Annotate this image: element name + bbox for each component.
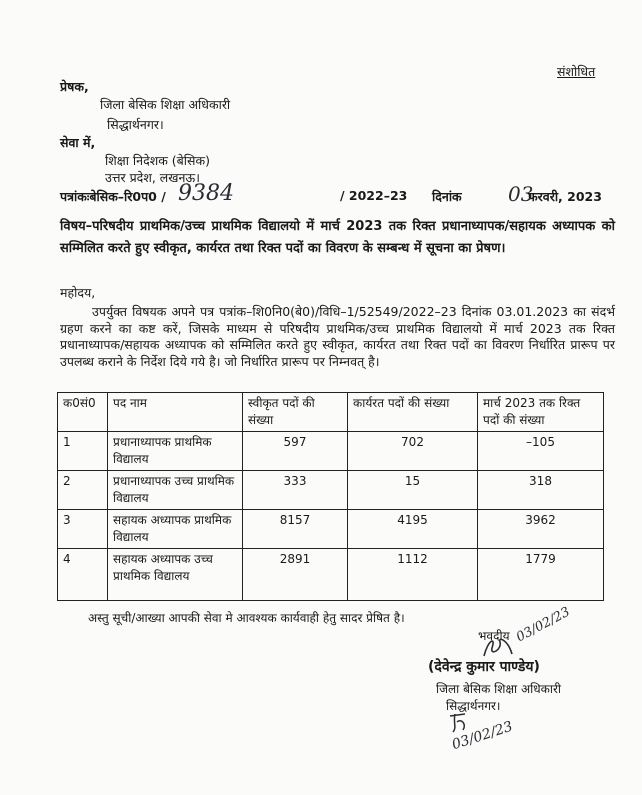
- officer-name: (देवेन्द्र कुमार पाण्डेय): [428, 659, 540, 675]
- header-post-name: पद नाम: [108, 393, 243, 432]
- cell-serial: 3: [58, 510, 108, 549]
- cell-post-name: प्रधानाध्यापक प्राथमिक विद्यालय: [108, 432, 243, 471]
- cell-vacant: –105: [478, 432, 604, 471]
- header-working: कार्यरत पदों की संख्या: [348, 393, 478, 432]
- recipient-heading: सेवा में,: [60, 135, 96, 150]
- sender-line-2: सिद्धार्थनगर।: [107, 117, 164, 132]
- handwritten-sign-date-2: 03/02/23: [450, 718, 515, 754]
- cell-working: 1112: [348, 549, 478, 601]
- table-row: [58, 432, 604, 471]
- cell-sanctioned: 2891: [243, 549, 348, 601]
- cell-working: 15: [348, 471, 478, 510]
- reference-year: / 2022–23: [340, 188, 408, 203]
- header-serial: क0सं0: [58, 393, 108, 432]
- recipient-line-1: शिक्षा निदेशक (बेसिक): [105, 153, 210, 168]
- cell-working: 4195: [348, 510, 478, 549]
- cell-vacant: 318: [478, 471, 604, 510]
- vacancy-table: [57, 392, 604, 601]
- cell-sanctioned: 8157: [243, 510, 348, 549]
- recipient-line-2: उत्तर प्रदेश, लखनऊ।: [105, 170, 200, 185]
- header-vacant: मार्च 2023 तक रिक्त पदों की संख्या: [478, 393, 604, 432]
- subject: विषय–परिषदीय प्राथमिक/उच्च प्राथमिक विद्यालयो में मार्च 2023 तक रिक्त प्रधानाध्यापक/सहायक अध्यापक को सम्मिलित करते हुए स्वीकृत, कार्यरत तथा रिक्त पदों का विवरण के सम्बन्ध में सूचना का प्रेषण।: [60, 219, 615, 256]
- cell-serial: 4: [58, 549, 108, 601]
- cell-post-name: प्रधानाध्यापक उच्च प्राथमिक विद्यालय: [108, 471, 243, 510]
- closing-note: अस्तु सूची/आख्या आपकी सेवा मे आवश्यक कार्यवाही हेतु सादर प्रेषित है।: [88, 611, 405, 625]
- header-sanctioned: स्वीकृत पदों की संख्या: [243, 393, 348, 432]
- cell-serial: 1: [58, 432, 108, 471]
- officer-designation: जिला बेसिक शिक्षा अधिकारी: [436, 682, 561, 696]
- cell-vacant: 1779: [478, 549, 604, 601]
- cell-sanctioned: 597: [243, 432, 348, 471]
- table-row: [58, 471, 604, 510]
- cell-post-name: सहायक अध्यापक प्राथमिक विद्यालय: [108, 510, 243, 549]
- table-header-row: [58, 393, 604, 432]
- sender-heading: प्रेषक,: [60, 79, 89, 94]
- table-row: [58, 549, 604, 601]
- revised-label: संशोधित: [557, 64, 596, 79]
- handwritten-date-day: 03: [508, 182, 534, 206]
- officer-place: सिद्धार्थनगर।: [446, 699, 501, 713]
- cell-post-name: सहायक अध्यापक उच्च प्राथमिक विद्यालय: [108, 549, 243, 601]
- date-rest: फरवरी, 2023: [528, 189, 602, 204]
- cell-serial: 2: [58, 471, 108, 510]
- cell-vacant: 3962: [478, 510, 604, 549]
- table-row: [58, 510, 604, 549]
- reference-prefix: पत्रांकःबेसिक–रि0प0 /: [60, 189, 166, 204]
- handwritten-ref-number: 9384: [178, 181, 234, 206]
- salutation: महोदय,: [60, 285, 96, 300]
- body-paragraph: उपर्युक्त विषयक अपने पत्र पत्रांक–शि0नि0(बे0)/विधि–1/52549/2022–23 दिनांक 03.01.2023 का संदर्भ ग्रहण करने का कष्ट करें, जिसके माध्यम से परिषदीय प्राथमिक/उच्च प्राथमिक विद्यालयो में मार्च 2023 तक रिक्त प्रधानाध्यापक/सहायक अध्यापक को सम्मिलित करते हुए स्वीकृत, कार्यरत तथा रिक्त पदों का विवरण निर्धारित प्रारूप पर उपलब्ध कराने के निर्देश दिये गये है। जो निर्धारित प्रारूप पर निम्नवत् है।: [60, 304, 615, 369]
- cell-sanctioned: 333: [243, 471, 348, 510]
- cell-working: 702: [348, 432, 478, 471]
- valediction: भवदीय: [478, 629, 510, 643]
- date-label: दिनांक: [432, 189, 462, 204]
- handwritten-sign-date-1: 03/02/23: [514, 604, 573, 646]
- sender-line-1: जिला बेसिक शिक्षा अधिकारी: [100, 97, 231, 112]
